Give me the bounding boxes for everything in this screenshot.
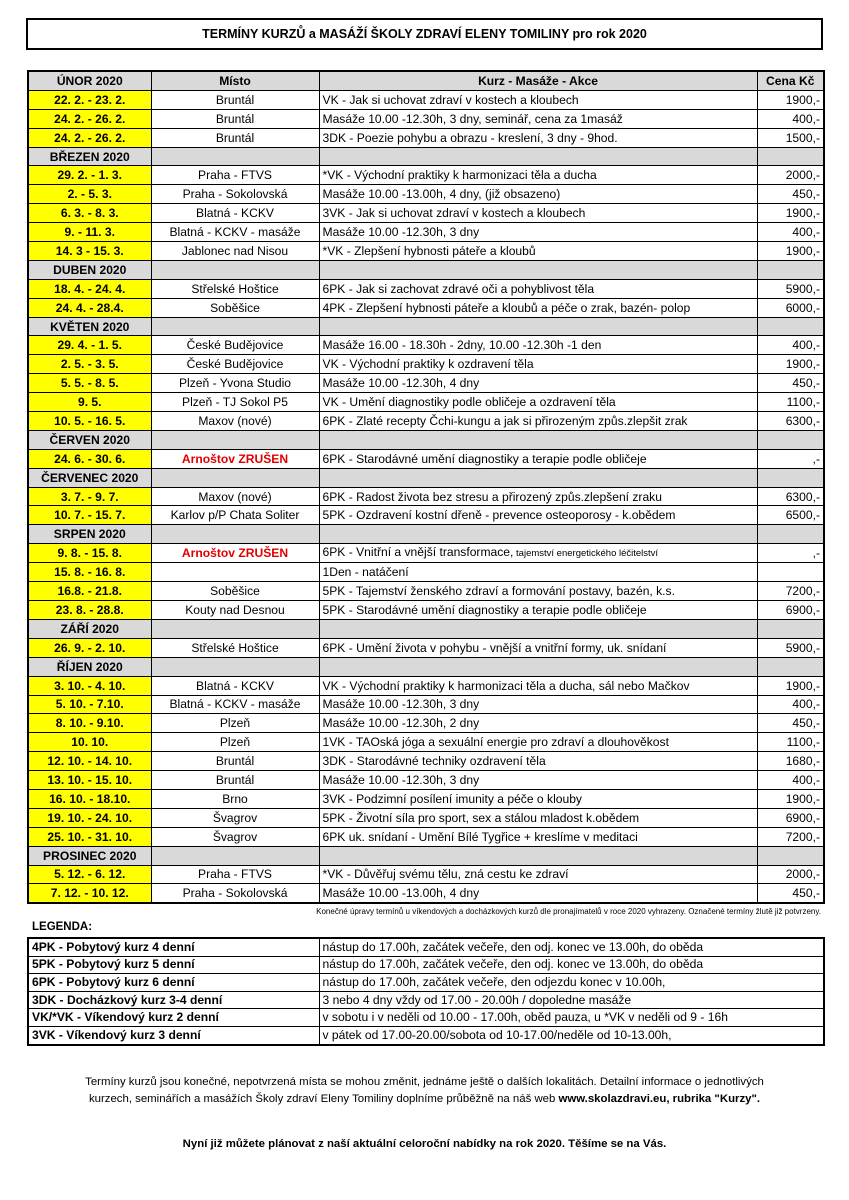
document-title: TERMÍNY KURZŮ a MASÁŽÍ ŠKOLY ZDRAVÍ ELENY TOMILINY pro rok 2020 (26, 18, 823, 50)
term-price: 2000,- (757, 166, 824, 185)
term-course (319, 449, 757, 468)
schedule-table (27, 70, 825, 904)
schedule-row (28, 771, 824, 790)
month-row (28, 468, 824, 487)
term-place: Švagrov (151, 808, 319, 827)
term-price: ,- (757, 544, 824, 563)
term-price: 6900,- (757, 808, 824, 827)
term-course (319, 506, 757, 525)
course-text: *VK - Východní praktiky k harmonizaci těla a ducha (322, 168, 597, 183)
schedule-row (28, 298, 824, 317)
month-spacer (151, 619, 319, 638)
term-date: 3. 7. - 9. 7. (28, 487, 151, 506)
term-place: Střelské Hoštice (151, 638, 319, 657)
course-text: Masáže 10.00 -12.30h, 3 dny (322, 225, 480, 240)
course-text: 6PK - Zlaté recepty Čchi-kungu a jak si přirozeným způs.zlepšit zrak (322, 413, 688, 428)
term-course (319, 733, 757, 752)
month-label: SRPEN 2020 (28, 525, 151, 544)
term-course (319, 487, 757, 506)
month-row (28, 147, 824, 166)
term-price: 7200,- (757, 582, 824, 601)
schedule-row (28, 827, 824, 846)
term-place: Maxov (nové) (151, 412, 319, 431)
term-course (319, 223, 757, 242)
schedule-row (28, 676, 824, 695)
term-date: 5. 10. - 7.10. (28, 695, 151, 714)
term-date: 14. 3 - 15. 3. (28, 242, 151, 261)
course-text: Masáže 10.00 -12.30h, 2 dny (322, 716, 480, 731)
term-date: 3. 10. - 4. 10. (28, 676, 151, 695)
course-text: 6PK - Umění života v pohybu - vnější a vnitřní formy, uk. snídaní (322, 640, 667, 655)
schedule-row (28, 563, 824, 582)
schedule-row (28, 374, 824, 393)
month-spacer (757, 657, 824, 676)
term-date: 6. 3. - 8. 3. (28, 204, 151, 223)
term-date: 2. - 5. 3. (28, 185, 151, 204)
month-spacer (151, 260, 319, 279)
term-price (757, 563, 824, 582)
term-price: 1500,- (757, 128, 824, 147)
term-course (319, 601, 757, 620)
term-price: 1100,- (757, 393, 824, 412)
legend-desc: nástup do 17.00h, začátek večeře, den odjezdu konec v 10.00h, (319, 974, 824, 992)
legend-key: VK/*VK - Víkendový kurz 2 denní (28, 1009, 319, 1027)
term-place: Bruntál (151, 109, 319, 128)
schedule-row (28, 487, 824, 506)
course-text: 3DK - Poezie pohybu a obrazu - kreslení, 3 dny - 9hod. (322, 130, 618, 145)
month-spacer (151, 430, 319, 449)
term-place: Plzeň - Yvona Studio (151, 374, 319, 393)
month-spacer (319, 525, 757, 544)
course-text: 1Den - natáčení (322, 565, 409, 580)
term-course (319, 204, 757, 223)
term-place: Brno (151, 789, 319, 808)
term-price: 1900,- (757, 676, 824, 695)
term-course (319, 582, 757, 601)
term-place: Soběšice (151, 582, 319, 601)
schedule-row (28, 355, 824, 374)
schedule-row (28, 109, 824, 128)
term-date: 9. 8. - 15. 8. (28, 544, 151, 563)
schedule-row (28, 412, 824, 431)
course-text: VK - Východní praktiky k ozdravení těla (322, 357, 534, 372)
term-course (319, 865, 757, 884)
schedule-row (28, 128, 824, 147)
term-date: 19. 10. - 24. 10. (28, 808, 151, 827)
month-spacer (151, 846, 319, 865)
month-spacer (757, 525, 824, 544)
schedule-row (28, 449, 824, 468)
term-course (319, 355, 757, 374)
term-course (319, 771, 757, 790)
course-text: *VK - Důvěřuj svému tělu, zná cestu ke zdraví (322, 867, 569, 882)
legend-key: 5PK - Pobytový kurz 5 denní (28, 956, 319, 974)
term-date: 7. 12. - 10. 12. (28, 884, 151, 903)
course-text: 6PK - Radost života bez stresu a přirozený způs.zlepšení zraku (322, 489, 662, 504)
month-label: ČERVEN 2020 (28, 430, 151, 449)
term-place: Karlov p/P Chata Soliter (151, 506, 319, 525)
month-spacer (151, 525, 319, 544)
schedule-row (28, 185, 824, 204)
term-price: 1900,- (757, 355, 824, 374)
schedule-row (28, 336, 824, 355)
legend-desc: v sobotu i v neděli od 10.00 - 17.00h, oběd pauza, u *VK v neděli od 9 - 16h (319, 1009, 824, 1027)
schedule-row (28, 544, 824, 563)
term-date: 29. 2. - 1. 3. (28, 166, 151, 185)
term-course (319, 714, 757, 733)
term-place: Plzeň (151, 733, 319, 752)
term-place: Jablonec nad Nisou (151, 242, 319, 261)
course-text: Masáže 10.00 -13.00h, 4 dny, (již obsazeno) (322, 187, 561, 202)
schedule-row (28, 601, 824, 620)
term-course (319, 695, 757, 714)
term-place: Soběšice (151, 298, 319, 317)
schedule-row (28, 166, 824, 185)
header-price: Cena Kč (757, 71, 824, 90)
legend-body (28, 938, 824, 1045)
term-price: 1900,- (757, 242, 824, 261)
term-price: 450,- (757, 185, 824, 204)
schedule-row (28, 884, 824, 903)
term-price: 6500,- (757, 506, 824, 525)
term-place: Arnoštov ZRUŠEN (151, 449, 319, 468)
term-date: 10. 10. (28, 733, 151, 752)
term-course (319, 298, 757, 317)
course-text: 6PK - Vnitřní a vnější transformace, (322, 545, 514, 560)
month-spacer (319, 468, 757, 487)
month-spacer (151, 657, 319, 676)
course-text: 1VK - TAOská jóga a sexuální energie pro zdraví a dlouhověkost (322, 735, 669, 750)
legend-desc: nástup do 17.00h, začátek večeře, den odj. konec ve 13.00h, do oběda (319, 938, 824, 956)
footer-line2: kurzech, seminářích a masážích Školy zdraví Eleny Tomiliny doplníme průběžně na náš web (88, 1093, 559, 1105)
course-text: VK - Východní praktiky k harmonizaci těla a ducha, sál nebo Mačkov (322, 678, 690, 693)
term-place: Bruntál (151, 128, 319, 147)
term-place: Praha - Sokolovská (151, 185, 319, 204)
course-text: *VK - Zlepšení hybnosti páteře a kloubů (322, 243, 536, 258)
term-price: 6900,- (757, 601, 824, 620)
term-price: 450,- (757, 714, 824, 733)
term-date: 5. 12. - 6. 12. (28, 865, 151, 884)
month-spacer (151, 317, 319, 336)
legend-key: 6PK - Pobytový kurz 6 denní (28, 974, 319, 992)
schedule-row (28, 506, 824, 525)
term-place: Plzeň - TJ Sokol P5 (151, 393, 319, 412)
legend-row (28, 991, 824, 1009)
term-date: 10. 5. - 16. 5. (28, 412, 151, 431)
term-place: Bruntál (151, 752, 319, 771)
term-course (319, 884, 757, 903)
footer-line1: Termíny kurzů jsou konečné, nepotvrzená místa se mohou změnit, jednáme ještě o dalších lokalitách. Detailní informace o jednotlivých (85, 1076, 764, 1088)
term-course (319, 789, 757, 808)
term-date: 9. 5. (28, 393, 151, 412)
term-price: 1100,- (757, 733, 824, 752)
month-spacer (319, 317, 757, 336)
term-date: 29. 4. - 1. 5. (28, 336, 151, 355)
term-date: 13. 10. - 15. 10. (28, 771, 151, 790)
term-place (151, 563, 319, 582)
term-date: 24. 4. - 28.4. (28, 298, 151, 317)
legend-row (28, 1009, 824, 1027)
schedule-row (28, 789, 824, 808)
schedule-row (28, 279, 824, 298)
header-place: Místo (151, 71, 319, 90)
legend-desc: 3 nebo 4 dny vždy od 17.00 - 20.00h / dopoledne masáže (319, 991, 824, 1009)
month-row (28, 317, 824, 336)
schedule-row (28, 582, 824, 601)
schedule-row (28, 393, 824, 412)
course-text: 6PK uk. snídaní - Umění Bílé Tygřice + kreslíme v meditaci (322, 829, 638, 844)
legend-row (28, 938, 824, 956)
month-label: BŘEZEN 2020 (28, 147, 151, 166)
term-course (319, 279, 757, 298)
month-spacer (757, 846, 824, 865)
schedule-row (28, 752, 824, 771)
term-course (319, 412, 757, 431)
course-text: Masáže 10.00 -12.30h, 3 dny, seminář, cena za 1masáž (322, 111, 623, 126)
term-place: Praha - Sokolovská (151, 884, 319, 903)
month-spacer (757, 430, 824, 449)
schedule-row (28, 808, 824, 827)
month-spacer (757, 260, 824, 279)
month-spacer (319, 619, 757, 638)
term-place: Plzeň (151, 714, 319, 733)
term-price: 1900,- (757, 789, 824, 808)
schedule-body (28, 90, 824, 903)
term-place: Blatná - KCKV (151, 676, 319, 695)
month-spacer (757, 468, 824, 487)
course-text: 5PK - Životní síla pro sport, sex a stálou mladost k.obědem (322, 810, 640, 825)
month-label: PROSINEC 2020 (28, 846, 151, 865)
month-row (28, 619, 824, 638)
term-date: 26. 9. - 2. 10. (28, 638, 151, 657)
course-text: 6PK - Starodávné umění diagnostiky a terapie podle obličeje (322, 451, 647, 466)
term-place: České Budějovice (151, 355, 319, 374)
course-text: VK - Jak si uchovat zdraví v kostech a kloubech (322, 92, 579, 107)
footer-closing: Nyní již můžete plánovat z naší aktuální celoroční nabídky na rok 2020. Těšíme se na Vás. (182, 1138, 667, 1150)
course-text: 6PK - Jak si zachovat zdravé oči a pohyblivost těla (322, 281, 595, 296)
term-course (319, 676, 757, 695)
term-course (319, 563, 757, 582)
term-price: 6300,- (757, 487, 824, 506)
term-price: 1680,- (757, 752, 824, 771)
term-course (319, 166, 757, 185)
term-price: 2000,- (757, 865, 824, 884)
term-course (319, 827, 757, 846)
term-date: 16. 10. - 18.10. (28, 789, 151, 808)
course-text: 3VK - Podzimní posílení imunity a péče o klouby (322, 791, 582, 806)
term-course (319, 374, 757, 393)
month-label: ZÁŘÍ 2020 (28, 619, 151, 638)
term-course (319, 109, 757, 128)
term-date: 2. 5. - 3. 5. (28, 355, 151, 374)
term-place: Arnoštov ZRUŠEN (151, 544, 319, 563)
term-price: 400,- (757, 223, 824, 242)
course-text: Masáže 10.00 -13.00h, 4 dny (322, 886, 480, 901)
course-text: 5PK - Tajemství ženského zdraví a formování postavy, bazén, k.s. (322, 584, 675, 599)
month-label: ČERVENEC 2020 (28, 468, 151, 487)
term-place: Blatná - KCKV (151, 204, 319, 223)
course-text: 3VK - Jak si uchovat zdraví v kostech a kloubech (322, 206, 586, 221)
course-text: 5PK - Ozdravení kostní dřeně - prevence osteoporosy - k.obědem (322, 508, 676, 523)
course-text: Masáže 10.00 -12.30h, 3 dny (322, 697, 480, 712)
month-spacer (151, 147, 319, 166)
term-price: 5900,- (757, 638, 824, 657)
legend-row (28, 956, 824, 974)
term-date: 22. 2. - 23. 2. (28, 90, 151, 109)
month-spacer (319, 657, 757, 676)
term-place: Praha - FTVS (151, 166, 319, 185)
schedule-row (28, 695, 824, 714)
month-spacer (757, 317, 824, 336)
term-date: 15. 8. - 16. 8. (28, 563, 151, 582)
term-place: Švagrov (151, 827, 319, 846)
term-price: 1900,- (757, 90, 824, 109)
schedule-row (28, 714, 824, 733)
term-price: 5900,- (757, 279, 824, 298)
legend-key: 3DK - Docházkový kurz 3-4 denní (28, 991, 319, 1009)
term-course (319, 393, 757, 412)
term-price: 6300,- (757, 412, 824, 431)
term-course (319, 808, 757, 827)
term-course (319, 638, 757, 657)
term-price: 400,- (757, 695, 824, 714)
month-spacer (319, 260, 757, 279)
term-course (319, 242, 757, 261)
term-price: 400,- (757, 109, 824, 128)
month-row (28, 657, 824, 676)
footer-web-link[interactable]: www.skolazdravi.eu, rubrika "Kurzy". (558, 1093, 761, 1105)
term-course (319, 336, 757, 355)
term-date: 25. 10. - 31. 10. (28, 827, 151, 846)
course-text: Masáže 10.00 -12.30h, 3 dny (322, 773, 480, 787)
month-row (28, 430, 824, 449)
course-subtext: tajemství energetického léčitelství (513, 548, 659, 560)
schedule-row (28, 90, 824, 109)
term-place: Kouty nad Desnou (151, 601, 319, 620)
header-month: ÚNOR 2020 (28, 71, 151, 90)
term-date: 24. 2. - 26. 2. (28, 109, 151, 128)
schedule-row (28, 204, 824, 223)
term-course (319, 185, 757, 204)
term-price: ,- (757, 449, 824, 468)
term-place: Bruntál (151, 771, 319, 790)
term-course (319, 128, 757, 147)
term-place: Blatná - KCKV - masáže (151, 695, 319, 714)
term-place: Střelské Hoštice (151, 279, 319, 298)
term-place: České Budějovice (151, 336, 319, 355)
term-date: 12. 10. - 14. 10. (28, 752, 151, 771)
month-spacer (757, 619, 824, 638)
month-spacer (757, 147, 824, 166)
term-date: 8. 10. - 9.10. (28, 714, 151, 733)
term-course (319, 544, 757, 563)
term-price: 1900,- (757, 204, 824, 223)
term-place: Maxov (nové) (151, 487, 319, 506)
course-text: 3DK - Starodávné techniky ozdravení těla (322, 754, 546, 769)
month-spacer (319, 846, 757, 865)
confirmation-note: Konečné úpravy termínů u víkendových a docházkových kurzů dle pronajímatelů v roce 2020 vyhrazeny. Označené termíny žlutě již potvrzeny. (316, 907, 821, 916)
legend-desc: v pátek od 17.00-20.00/sobota od 10-17.00/neděle od 10-13.00h, (319, 1026, 824, 1044)
term-price: 400,- (757, 771, 824, 790)
term-date: 9. - 11. 3. (28, 223, 151, 242)
legend-key: 3VK - Víkendový kurz 3 denní (28, 1026, 319, 1044)
course-text: 4PK - Zlepšení hybnosti páteře a kloubů a péče o zrak, bazén- polop (322, 300, 691, 315)
term-date: 18. 4. - 24. 4. (28, 279, 151, 298)
term-price: 6000,- (757, 298, 824, 317)
course-text: 5PK - Starodávné umění diagnostiky a terapie podle obličeje (322, 602, 647, 617)
schedule-row (28, 223, 824, 242)
term-date: 23. 8. - 28.8. (28, 601, 151, 620)
term-date: 24. 6. - 30. 6. (28, 449, 151, 468)
month-spacer (319, 147, 757, 166)
month-spacer (151, 468, 319, 487)
month-row (28, 846, 824, 865)
header-row (28, 71, 824, 90)
month-spacer (319, 430, 757, 449)
legend-key: 4PK - Pobytový kurz 4 denní (28, 938, 319, 956)
schedule-row (28, 242, 824, 261)
term-price: 7200,- (757, 827, 824, 846)
course-text: Masáže 10.00 -12.30h, 4 dny (322, 376, 480, 391)
term-price: 450,- (757, 884, 824, 903)
schedule-row (28, 733, 824, 752)
month-row (28, 525, 824, 544)
legend-title: LEGENDA: (32, 921, 93, 933)
month-label: ŘÍJEN 2020 (28, 657, 151, 676)
term-date: 5. 5. - 8. 5. (28, 374, 151, 393)
schedule-row (28, 865, 824, 884)
course-text: VK - Umění diagnostiky podle obličeje a ozdravení těla (322, 395, 616, 410)
term-price: 450,- (757, 374, 824, 393)
term-place: Blatná - KCKV - masáže (151, 223, 319, 242)
legend-row (28, 1026, 824, 1044)
header-course: Kurz - Masáže - Akce (319, 71, 757, 90)
term-price: 400,- (757, 336, 824, 355)
month-row (28, 260, 824, 279)
legend-desc: nástup do 17.00h, začátek večeře, den odj. konec ve 13.00h, do oběda (319, 956, 824, 974)
legend-row (28, 974, 824, 992)
term-date: 10. 7. - 15. 7. (28, 506, 151, 525)
term-place: Praha - FTVS (151, 865, 319, 884)
term-place: Bruntál (151, 90, 319, 109)
term-course (319, 90, 757, 109)
footer-info (30, 1074, 819, 1108)
term-date: 24. 2. - 26. 2. (28, 128, 151, 147)
term-date: 16.8. - 21.8. (28, 582, 151, 601)
legend-table (27, 937, 825, 1046)
course-text: Masáže 16.00 - 18.30h - 2dny, 10.00 -12.30h -1 den (322, 338, 602, 353)
schedule-row (28, 638, 824, 657)
month-label: DUBEN 2020 (28, 260, 151, 279)
month-label: KVĚTEN 2020 (28, 317, 151, 336)
term-course (319, 752, 757, 771)
